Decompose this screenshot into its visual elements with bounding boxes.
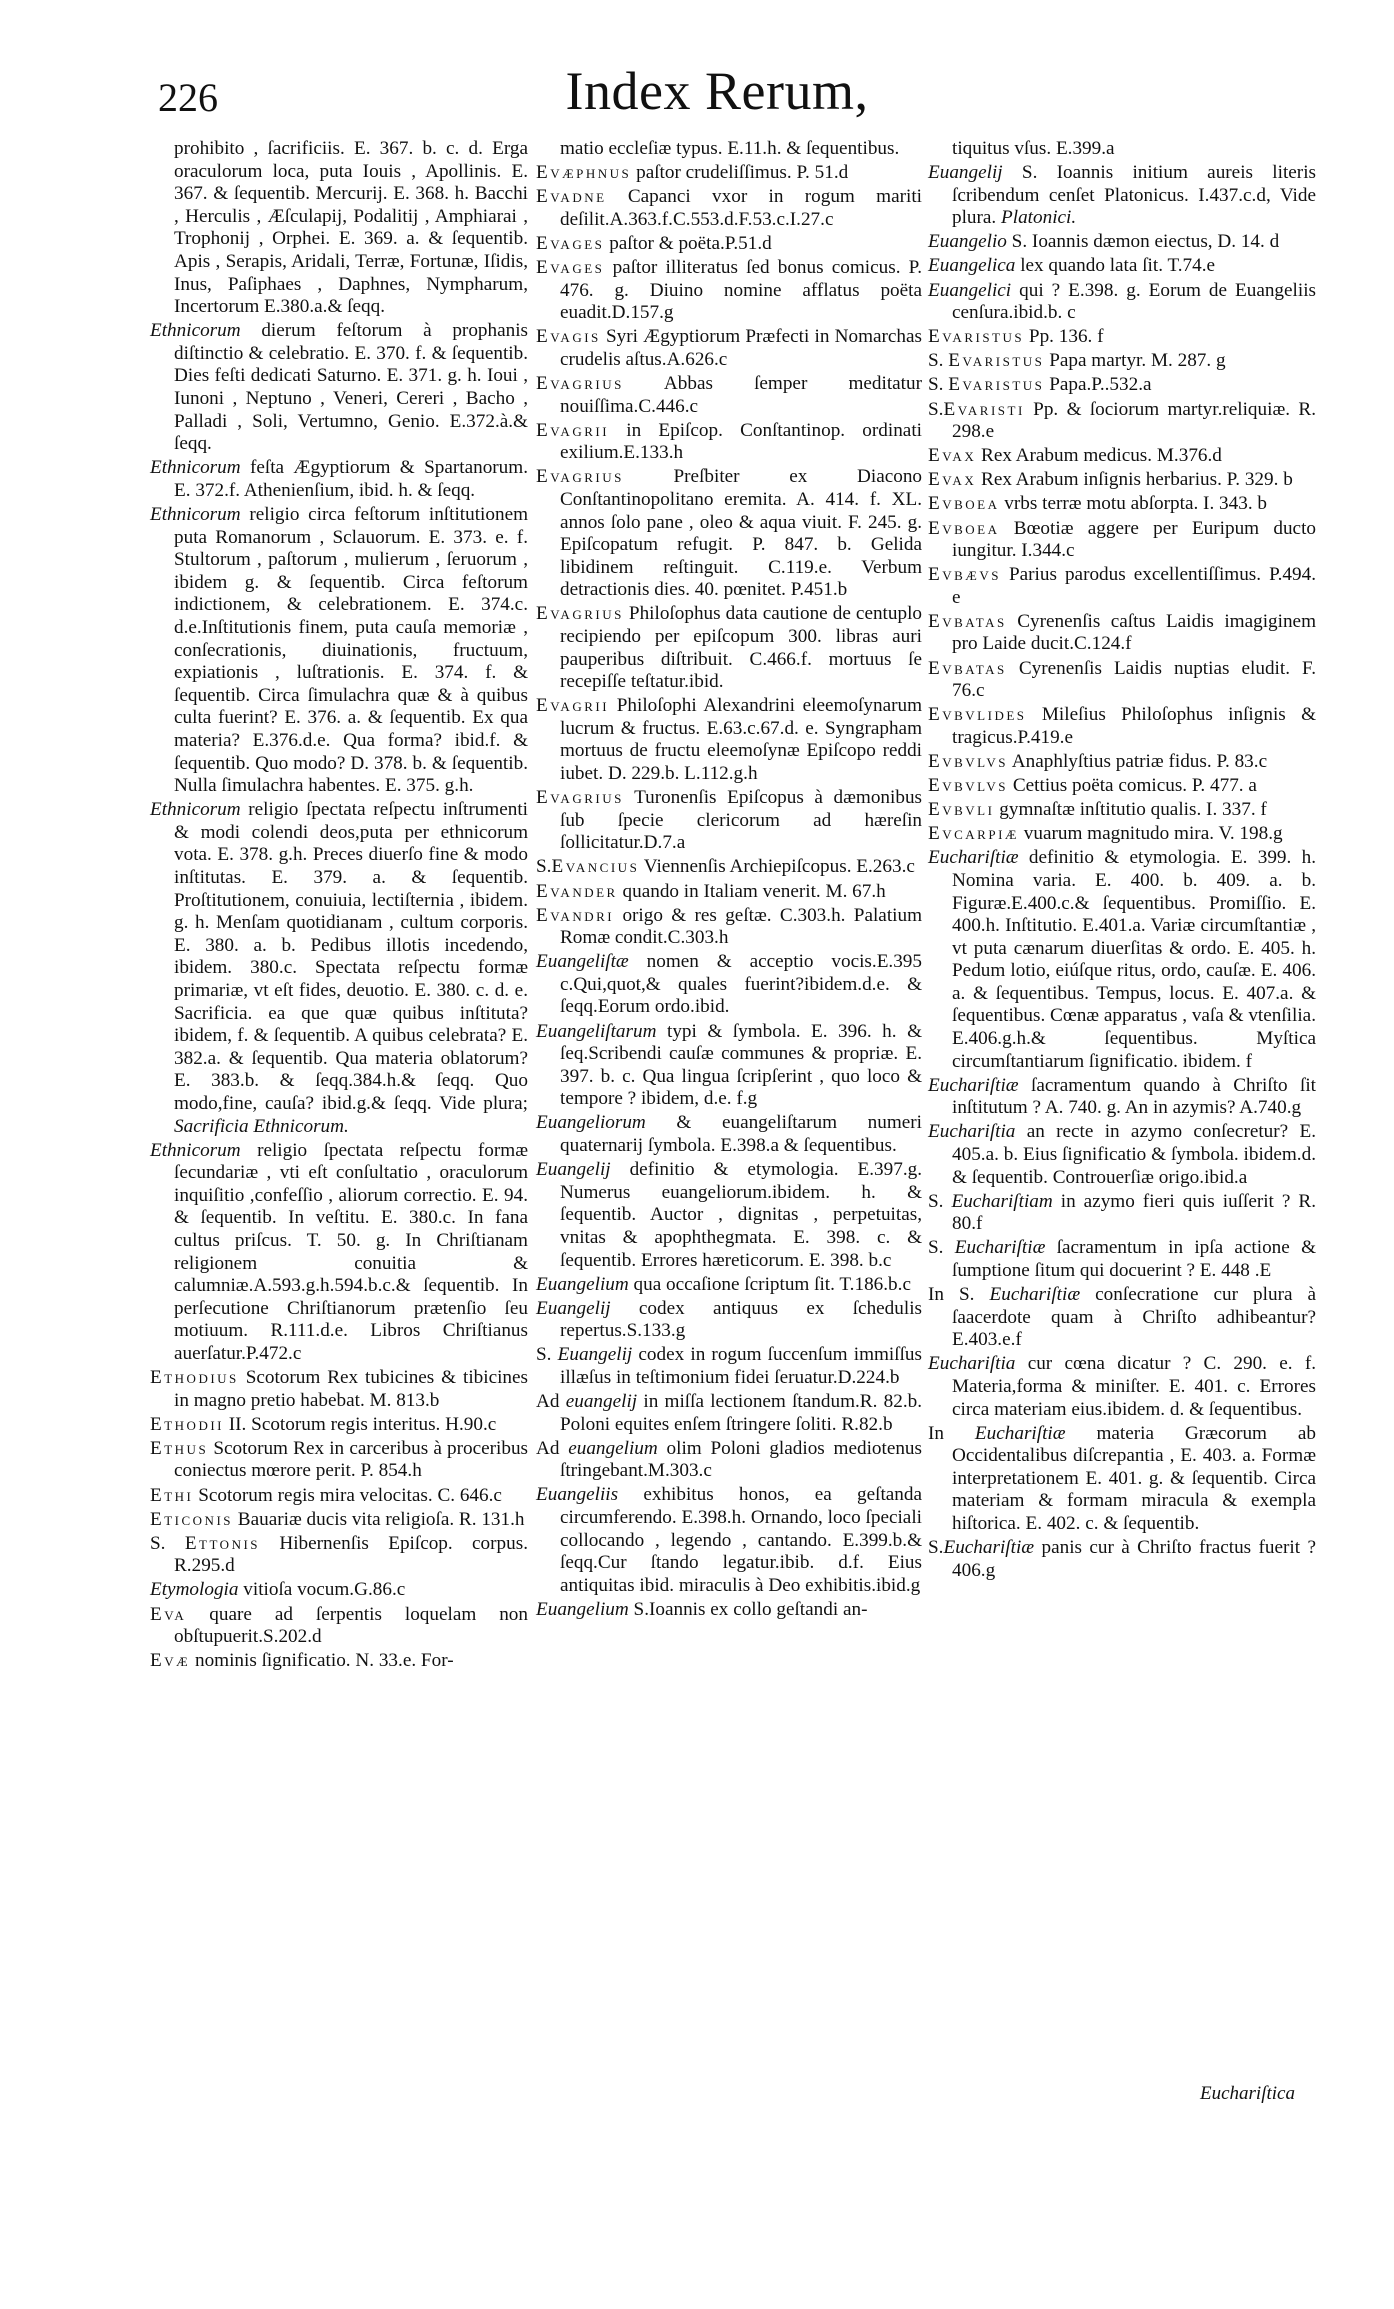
index-entry (928, 1353, 1316, 1421)
index-entry (536, 1112, 922, 1157)
entry-prefix: Ad (536, 1391, 566, 1413)
entry-text: feſta Ægyptiorum & Spartanorum. E. 372.f. Athenienſium, ibid. h. & ſeqq. (174, 457, 528, 501)
entry-text: vitioſa vocum.G.86.c (243, 1579, 406, 1601)
entry-text: materia Græcorum ab Occidentalibus diſcrepantia , E. 403. a. Formæ interpretationem E. 401. g. & ſequentib. Circa materiam & formam miracula & exempla hiſtorica. E. 402. c. & ſequentib. (952, 1422, 1317, 1535)
entry-text: Preſbiter ex Diacono Conſtantinopolitano eremita. A. 414. f. XL. annos ſolo pane , oleo & aqua viuit. F. 245. g. Epiſcopatum refugit. P. 847. b. Gelida libidinem reſtinguit. C.119.e. Verbum detractionis dies. 40. pœnitet. P.451.b (560, 466, 923, 601)
entry-headword: Euangeliorum (536, 1112, 646, 1134)
entry-text: ſacramentum in ipſa actione & ſumptione ſitum qui docuerint ? E. 448 .E (952, 1237, 1317, 1281)
index-entry (536, 856, 922, 879)
entry-headword: Evander (536, 880, 618, 902)
index-entry (928, 518, 1316, 563)
entry-headword: Euangelij (557, 1344, 633, 1366)
index-entry (536, 162, 922, 185)
entry-headword: Evagrius (536, 603, 624, 625)
entry-headword: Evaristus (928, 326, 1025, 348)
entry-prefix: S. (928, 350, 949, 372)
index-entry (928, 326, 1316, 349)
index-entry (150, 1485, 528, 1508)
entry-text: exhibitus honos, ea geſtanda circumferendo. E.398.h. Ornando, loco ſpeciali collocando , legendo , cantando. E.399.b.& ſeqq.Cur ſtando legatur.ibib. d.f. Eius antiquitas ibid. miraculis à Deo exhibitis.ibid.g (560, 1484, 923, 1596)
entry-headword: Evagis (536, 326, 601, 348)
entry-text: Viennenſis Archiepiſcopus. E.263.c (643, 856, 915, 878)
entry-headword: euangelij (565, 1391, 638, 1413)
entry-text: Philoſophi Alexandrini eleemoſynarum lucrum & fructus. E.63.c.67.d. e. Syngrapham mortuus de fructu eleemoſynæ Epiſcopo reddi iubet. D. 229.b. L.112.g.h (560, 695, 922, 785)
entry-text: lex quando lata ſit. T.74.e (1020, 255, 1216, 277)
index-entry (150, 1604, 528, 1649)
entry-headword: Evagrius (536, 466, 624, 488)
entry-text: Pp. & ſociorum martyr.reliquiæ. R. 298.e (952, 398, 1316, 443)
entry-text: panis cur à Chriſto fractus fuerit ? 406.g (952, 1537, 1316, 1581)
entry-prefix: S. (536, 856, 552, 878)
entry-headword: Euangelium (536, 1598, 629, 1620)
entry-headword: Evagrii (536, 419, 610, 441)
entry-headword: Evbvlides (928, 704, 1027, 726)
page-title: Index Rerum, (565, 61, 869, 121)
index-entry (536, 881, 922, 904)
index-entry (536, 1484, 922, 1597)
entry-headword: Euchariſtia (928, 1353, 1016, 1375)
index-entry (928, 823, 1316, 846)
index-entry (928, 1075, 1316, 1120)
entry-text: Rex Arabum inſignis herbarius. P. 329. b (981, 469, 1293, 491)
index-entry (536, 1159, 922, 1272)
index-entry (928, 1237, 1316, 1282)
entry-text: quando in Italiam venerit. M. 67.h (622, 880, 886, 902)
entry-headword: Evbvlvs (928, 775, 1009, 797)
entry-headword: Evadne (536, 186, 607, 208)
index-entry (536, 1344, 922, 1389)
entry-headword: Euangeliſtæ (536, 951, 629, 973)
entry-headword: Evbvli (928, 799, 995, 821)
entry-headword: Evancius (551, 856, 640, 878)
index-entry (928, 564, 1316, 609)
entry-text: cur cœna dicatur ? C. 290. e. f. Materia,forma & miniſter. E. 401. c. Errores circa materiam eius.ibidem. d. & ſequentibus. (952, 1353, 1317, 1420)
index-entry (928, 1537, 1316, 1582)
entry-headword: Euangeliſtarum (536, 1020, 657, 1042)
entry-headword: Evæphnus (536, 162, 632, 184)
index-entry (928, 162, 1316, 230)
entry-headword: Ethnicorum (150, 799, 241, 821)
entry-text: paſtor crudeliſſimus. P. 51.d (636, 162, 849, 184)
entry-text: prohibito , ſacrificiis. E. 367. b. c. d. Erga oraculorum loca, puta Iouis , Apollinis. E. 367. & ſequentib. Mercurij. E. 368. h. Bacchi , Herculis , Æſculapij, Podalitij , Amphiarai , Trophonij , Orphei. E. 369. a. & ſequentib. Apis , Serapis, Aridali, Terræ, Fortunæ, Iſidis, Inus, Paſiphaes , Daphnes, Nympharum, Incertorum E.380.a.& ſeqq. (174, 138, 528, 318)
index-entry (536, 1599, 922, 1622)
entry-text: Hibernenſis Epiſcop. corpus. R.295.d (174, 1532, 528, 1577)
entry-text: Scotorum Rex tubicines & tibicines in magno pretio habebat. M. 813.b (174, 1367, 529, 1411)
entry-text: S. Ioannis initium aureis literis ſcribendum cenſet Platonicus. I.437.c.d, Vide plura. (952, 162, 1316, 229)
index-entry-continuation (150, 138, 528, 319)
entry-headword: Ettonis (184, 1532, 261, 1554)
entry-prefix: Ad (536, 1437, 569, 1459)
index-entry (150, 1533, 528, 1578)
index-entry (536, 787, 922, 855)
index-entry (150, 1140, 528, 1366)
entry-headword: Evæ (150, 1650, 191, 1672)
index-entry (150, 799, 528, 1138)
index-entry (150, 457, 528, 502)
entry-text: religio ſpectata reſpectu formæ ſecundariæ , vti eſt conſultatio , oraculorum inquiſitio ,confeſſio , aliorum correctio. E. 94. & ſequentib. In veſtitu. E. 380.c. In fana cultus priſcus. T. 50. g. In Chriſtianam religionem conuitia & calumniæ.A.593.g.h.594.b.c.& ſequentib. In perſecutione Chriſtianorum prætenſio ſeu motiuum. R.111.d.e. Libros Chriſtianus auerſatur.P.472.c (174, 1139, 529, 1364)
index-entry (536, 1021, 922, 1111)
entry-text: olim Poloni gladios mediotenus ſtringebant.M.303.c (560, 1437, 922, 1482)
entry-text: an recte in azymo conſecretur? E. 405.a. b. Eius ſignificatio & ſymbola. ibidem.d. & ſequentib. Controuerſiæ origo.ibid.a (952, 1121, 1316, 1188)
entry-text: codex antiquus ex ſchedulis repertus.S.133.g (560, 1297, 923, 1342)
entry-text: nomen & acceptio vocis.E.395 c.Qui,quot,& quales fuerint?ibidem.d.e. & ſeqq.Eorum ordo.ibid. (560, 951, 922, 1018)
index-entry (928, 231, 1316, 254)
entry-headword: Euangelij (536, 1297, 611, 1319)
entry-text: nominis ſignificatio. N. 33.e. For- (194, 1650, 454, 1672)
entry-headword: Eticonis (150, 1508, 233, 1530)
entry-prefix: S. (928, 1237, 955, 1259)
entry-headword: Euchariſtiæ (974, 1422, 1066, 1444)
index-entry (928, 751, 1316, 774)
entry-headword: Etymologia (150, 1579, 239, 1601)
index-entry (536, 186, 922, 231)
index-entry (536, 373, 922, 418)
index-column-left (150, 138, 528, 1674)
index-entry (928, 799, 1316, 822)
entry-prefix: S. (150, 1532, 185, 1554)
entry-headword: Evages (536, 256, 605, 278)
entry-headword: Euangelici (928, 279, 1012, 301)
page-number: 226 (158, 75, 218, 120)
entry-text: Cyrenenſis caſtus Laidis imagiginem pro Laide ducit.C.124.f (952, 610, 1316, 655)
entry-headword: Euangelij (536, 1159, 611, 1181)
index-entry (150, 1367, 528, 1412)
entry-text: qua occaſione ſcriptum ſit. T.186.b.c (633, 1273, 911, 1295)
index-entry (150, 1650, 528, 1673)
entry-text: tiquitus vſus. E.399.a (952, 138, 1115, 159)
index-entry (928, 1121, 1316, 1189)
index-entry (928, 350, 1316, 373)
entry-text: quare ad ſerpentis loquelam non obſtupuerit.S.202.d (174, 1603, 528, 1648)
index-entry (928, 469, 1316, 492)
index-entry (928, 493, 1316, 516)
entry-headword: Euchariſtia (928, 1121, 1016, 1143)
entry-headword: Euangeliis (536, 1484, 619, 1506)
entry-headword: Euangelio (928, 231, 1007, 253)
entry-headword: Evaristus (948, 350, 1045, 372)
entry-text: S.Ioannis ex collo geſtandi an- (633, 1598, 868, 1620)
entry-text: II. Scotorum regis interitus. H.90.c (228, 1413, 497, 1435)
entry-headword: Euchariſtiæ (954, 1237, 1046, 1259)
entry-text: Capanci vxor in rogum mariti deſilit.A.363.f.C.553.d.F.53.c.I.27.c (560, 186, 922, 230)
index-entry (928, 847, 1316, 1073)
entry-text: paſtor & poëta.P.51.d (609, 232, 772, 254)
index-entry (928, 775, 1316, 798)
index-entry (928, 399, 1316, 444)
entry-prefix: S. (928, 1190, 952, 1212)
entry-headword: Evax (928, 445, 977, 467)
entry-headword: Evaristi (943, 398, 1025, 420)
entry-cross-reference: Platonici. (1001, 207, 1077, 229)
entry-text: Cettius poëta comicus. P. 477. a (1012, 775, 1257, 797)
index-entry (536, 951, 922, 1019)
entry-headword: Euchariſtiæ (928, 1074, 1019, 1096)
index-entry (536, 420, 922, 465)
index-entry (536, 603, 922, 693)
entry-text: in Epiſcop. Conſtantinop. ordinati exilium.E.133.h (560, 419, 922, 464)
entry-text: Anaphlyſtius patriæ fidus. P. 83.c (1011, 750, 1268, 772)
index-entry (536, 1274, 922, 1297)
entry-headword: Ethodius (150, 1367, 239, 1389)
entry-text: matio eccleſiæ typus. E.11.h. & ſequentibus. (560, 138, 900, 159)
entry-headword: Evbatas (928, 610, 1007, 632)
entry-text: S. Ioannis dæmon eiectus, D. 14. d (1011, 231, 1280, 253)
index-entry (928, 1191, 1316, 1236)
entry-text: origo & res geſtæ. C.303.h. Palatium Romæ condit.C.303.h (560, 904, 922, 949)
entry-text: dierum feſtorum à prophanis diſtinctio & celebratio. E. 370. f. & ſequentib. Dies feſti dedicati Saturno. E. 371. g. h. Ioui , Iunoni , Neptuno , Veneri, Cereri , Bacho , Palladi , Soli, Vertumno, Genio. E.372.à.& ſeqq. (174, 320, 529, 455)
index-entry (536, 257, 922, 325)
index-entry (150, 320, 528, 456)
entry-cross-reference: Sacrificia Ethnicorum. (174, 1115, 349, 1137)
entry-headword: Ethus (150, 1437, 209, 1459)
entry-text: Philoſophus data cautione de centuplo recipiendo per epiſcopum 300. libras auri pauperibus diſtribuit. C.466.f. mortuus ſe recepiſſe teſtatur.ibid. (560, 603, 923, 693)
index-column-middle (536, 138, 922, 1623)
entry-headword: Ethnicorum (150, 457, 241, 479)
index-entry (928, 1423, 1316, 1536)
index-entry (150, 1509, 528, 1532)
entry-prefix: S. (928, 1537, 944, 1559)
entry-headword: Evagrius (536, 787, 624, 809)
entry-headword: Euangelij (928, 162, 1003, 184)
entry-text: Parius parodus excellentiſſimus. P.494. e (952, 564, 1316, 608)
entry-text: & euangeliſtarum numeri quaternarij ſymbola. E.398.a & ſequentibus. (560, 1112, 923, 1157)
entry-text: Turonenſis Epiſcopus à dæmonibus ſub ſpecie clericorum ad hæreſin ſollicitatur.D.7.a (560, 787, 922, 854)
entry-text: conſecratione cur plura à ſaacerdote quam à Chriſto adhibeantur? E.403.e.f (952, 1284, 1317, 1351)
index-entry (928, 611, 1316, 656)
index-entry (928, 1284, 1316, 1352)
entry-headword: Euchariſtiæ (928, 847, 1019, 869)
entry-text: Scotorum regis mira velocitas. C. 646.c (198, 1484, 502, 1506)
index-entry (150, 1414, 528, 1437)
index-entry (928, 445, 1316, 468)
index-entry (536, 1438, 922, 1483)
entry-text: religio ſpectata reſpectu inſtrumenti & modi colendi deos,puta per ethnicorum vota. E. 378. g.h. Preces diuerſo fine & modo inſtitutas. E. 379. a. & ſequentib. Proſtitutionem, conuiuia, lectiſternia , ibidem. g. h. Menſam quotidianam , cultum corporis. E. 380. a. b. Pedibus illotis incedendo, ibidem. 380.c. Spectata reſpectu formæ primariæ, vt eſt fides, deuotio. E. 380. c. d. e. Sacrificia. ea que quæ quibus inſtituta? ibidem, f. & ſequentib. A quibus celebrata? E. 382.a. & ſequentib. Qua materia oblatorum? E. 383.b. & ſeqq.384.h.& ſeqq. Quo modo,fine, cauſa? ibid.g.& ſeqq. Vide plura; (174, 799, 529, 1114)
entry-text: Papa.P..532.a (1049, 374, 1152, 396)
entry-prefix: S. (928, 374, 949, 396)
entry-text: in azymo fieri quis iuſſerit ? R. 80.f (952, 1190, 1317, 1235)
index-entry-continuation (928, 138, 1316, 161)
entry-headword: Evboea (928, 493, 1000, 515)
entry-headword: Evax (928, 469, 977, 491)
entry-headword: Evagrius (536, 372, 624, 394)
entry-headword: Evagrii (536, 695, 610, 717)
entry-text: definitio & etymologia. E.397.g. Numerus euangeliorum.ibidem. h. & ſequentib. Auctor , dignitas , perpetuitas, vnitas & apophthegmata. E. 398. c. & ſequentib. Errores hæreticorum. E. 398. b.c (560, 1159, 923, 1271)
index-entry (150, 504, 528, 798)
entry-prefix: In (928, 1422, 975, 1444)
entry-text: Bœotiæ aggere per Euripum ducto iungitur. I.344.c (952, 517, 1317, 562)
index-entry (928, 374, 1316, 397)
index-column-right (928, 138, 1316, 1584)
entry-headword: Eva (150, 1603, 187, 1625)
entry-headword: Euchariſtiæ (989, 1284, 1081, 1306)
entry-text: typi & ſymbola. E. 396. h. & ſeq.Scribendi cauſæ communes & propriæ. E. 397. b. c. Qua lingua ſcripſerint , quo loco & tempore ? ibidem, d.e. f.g (560, 1020, 922, 1110)
entry-text: vrbs terræ motu abſorpta. I. 343. b (1004, 493, 1268, 515)
entry-headword: Evbvlvs (928, 750, 1009, 772)
entry-headword: Euchariſtiam (951, 1190, 1053, 1212)
entry-headword: Evbatas (928, 657, 1007, 679)
entry-prefix: In S. (928, 1284, 990, 1306)
index-entry (928, 658, 1316, 703)
entry-headword: Euangelica (928, 255, 1016, 277)
index-entry (536, 466, 922, 602)
index-entry (536, 1391, 922, 1436)
index-entry (928, 255, 1316, 278)
entry-headword: Ethnicorum (150, 504, 241, 525)
entry-headword: Evaristus (948, 374, 1045, 396)
catchword: Euchariſtica (1200, 2083, 1295, 2104)
entry-text: Abbas ſemper meditatur nouiſſima.C.446.c (560, 372, 922, 417)
entry-headword: Euangelium (536, 1273, 629, 1295)
entry-headword: Evbævs (928, 564, 1001, 586)
entry-text: ſacramentum quando à Chriſto ſit inſtitutum ? A. 740. g. An in azymis? A.740.g (952, 1074, 1316, 1119)
entry-text: vuarum magnitudo mira. V. 198.g (1023, 823, 1283, 845)
entry-headword: Evages (536, 232, 605, 254)
entry-headword: Ethnicorum (150, 1139, 241, 1161)
entry-headword: Ethi (150, 1484, 194, 1506)
entry-text: in miſſa lectionem ſtandum.R. 82.b. Poloni equites enſem ſtringere ſoliti. R.82.b (560, 1391, 923, 1435)
index-entry-continuation (536, 138, 922, 161)
index-entry (928, 704, 1316, 749)
entry-text: paſtor illiteratus ſed bonus comicus. P. 476. g. Diuino nomine afflatus poëta euadit.D.157.g (560, 256, 922, 324)
entry-headword: Ethodii (150, 1413, 224, 1435)
entry-text: Scotorum Rex in carceribus à proceribus coniectus mœrore perit. P. 854.h (174, 1437, 529, 1482)
entry-headword: Ethnicorum (150, 320, 241, 342)
index-entry (928, 280, 1316, 325)
entry-text: definitio & etymologia. E. 399. h. Nomina varia. E. 400. b. 409. a. b. Figuræ.E.400.c.& ſequentibus. Promiſſio. E. 400.h. Inſtitutio. E.401.a. Variæ circumſtantiæ , vt puta cænarum diuerſitas & ordo. E. 405. h. Pedum lotio, eiúſque ritus, ordo, cauſæ. E. 406. a. & ſequentibus. Tempus, locus. E. 407.a. & ſequentibus. Cœnæ apparatus , vaſa & vtenſilia. E.406.g.h.& ſequentibus. Myſtica circumſtantiarum ſignificatio. ibidem. f (952, 847, 1317, 1072)
entry-text: codex in rogum ſuccenſum immiſſus illæſus in teſtimonium fidei ſeruatur.D.224.b (560, 1344, 922, 1388)
index-entry (536, 326, 922, 371)
entry-text: Rex Arabum medicus. M.376.d (981, 445, 1222, 467)
entry-headword: Evandri (536, 904, 615, 926)
entry-headword: Evboea (928, 517, 1000, 539)
entry-prefix: S. (928, 398, 944, 420)
entry-prefix: S. (536, 1344, 558, 1366)
entry-text: Papa martyr. M. 287. g (1049, 350, 1226, 372)
entry-text: Mileſius Philoſophus inſignis & tragicus.P.419.e (952, 704, 1317, 748)
entry-headword: euangelium (568, 1437, 658, 1459)
index-entry (150, 1579, 528, 1602)
entry-text: Bauariæ ducis vita religioſa. R. 131.h (237, 1508, 525, 1530)
index-entry (536, 1298, 922, 1343)
entry-text: Syri Ægyptiorum Præfecti in Nomarchas crudelis aſtus.A.626.c (560, 326, 923, 370)
entry-text: Cyrenenſis Laidis nuptias eludit. F. 76.c (952, 657, 1316, 702)
entry-text: qui ? E.398. g. Eorum de Euangeliis cenſura.ibid.b. c (952, 279, 1317, 324)
index-entry (536, 695, 922, 785)
index-entry (536, 233, 922, 256)
entry-headword: Euchariſtiæ (943, 1537, 1035, 1559)
entry-text: religio circa feſtorum inſtitutionem puta Romanorum , Sclauorum. E. 373. e. f. Stultorum , paſtorum , mulierum , ſeruorum , ibidem g. & ſequentib. Circa feſtorum indictionem, & celebrationem. E. 374.c. d.e.Inſtitutionis finem, puta cauſa memoriæ , conſecrationis, diuinationis, fructuum, expiationis , luſtrationis. E. 374. f. & ſequentib. Circa ſimulachra quæ & à quibus culta fuerint? E. 376. a. & ſequentib. Ex qua materia? E.376.d.e. Qua forma? ibid.f. & ſequentib. Quo modo? D. 378. b. & ſequentib. Nulla ſimulachra habentes. E. 375. g.h. (174, 504, 529, 797)
index-entry (150, 1438, 528, 1483)
entry-text: gymnaſtæ inſtitutio qualis. I. 337. f (999, 799, 1267, 821)
entry-headword: Evcarpiæ (928, 823, 1019, 845)
entry-text: Pp. 136. f (1028, 326, 1104, 348)
index-entry (536, 905, 922, 950)
